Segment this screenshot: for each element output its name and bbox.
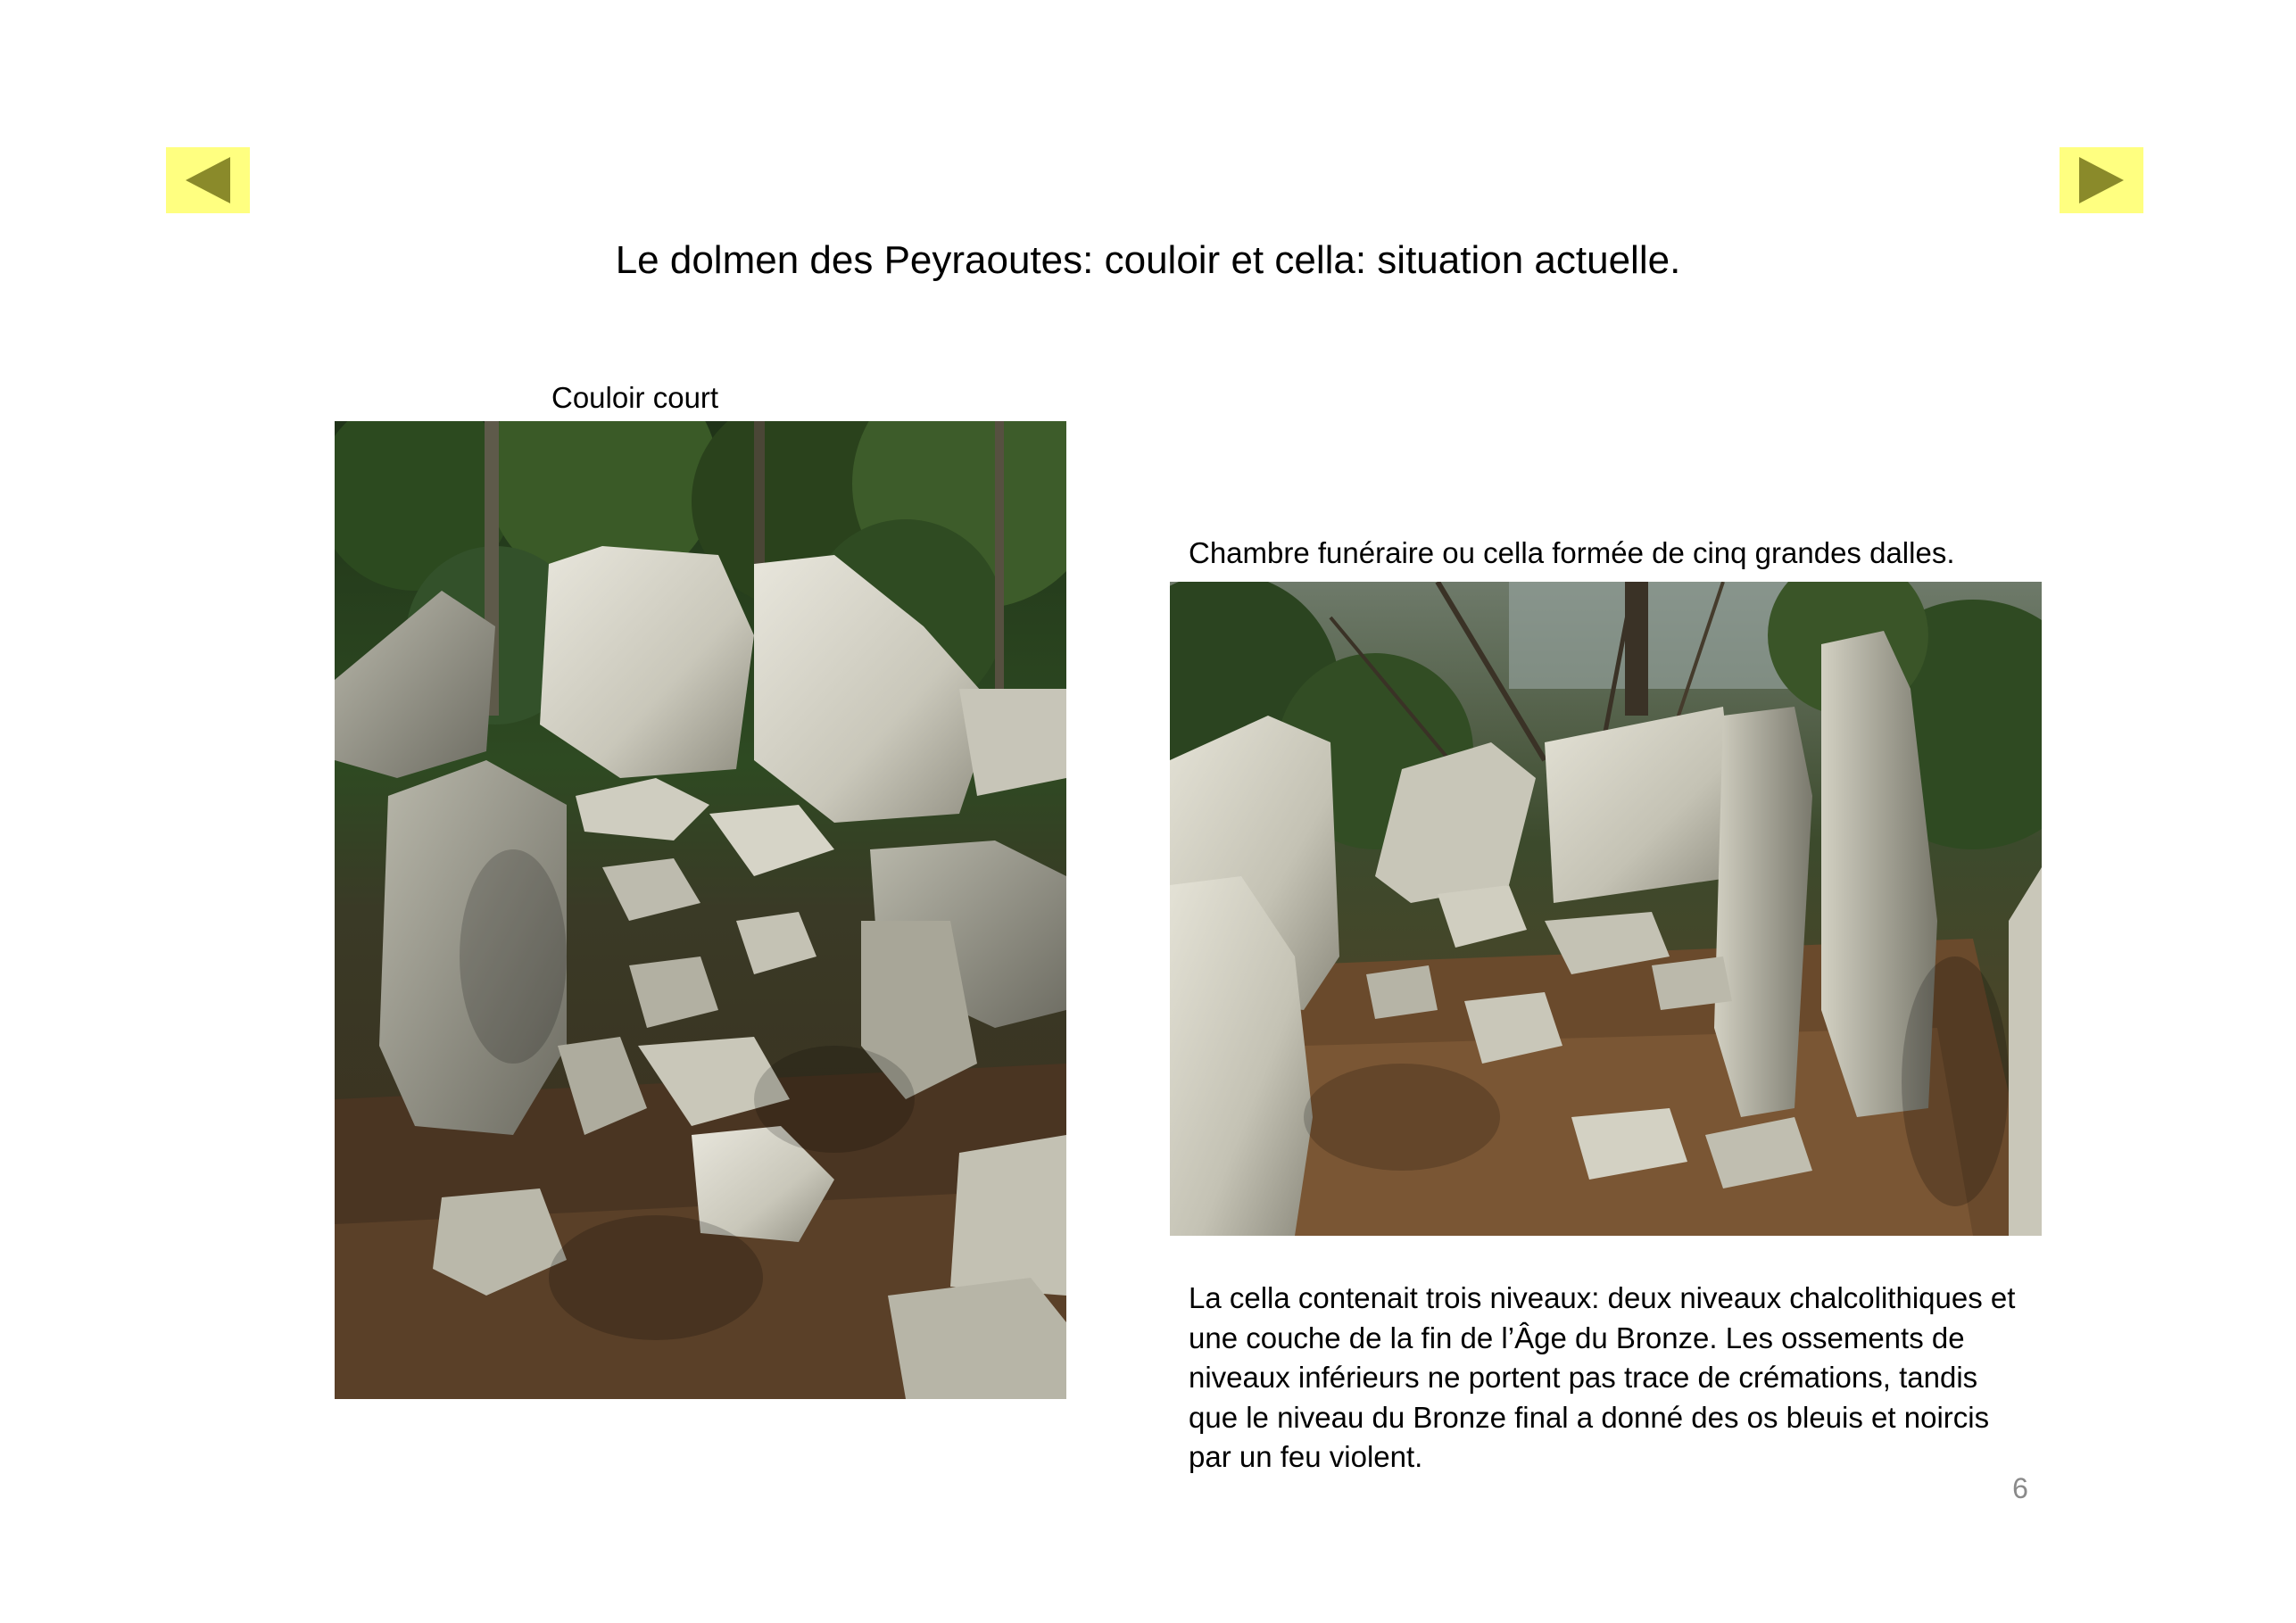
description-line: que le niveau du Bronze final a donné des os bleuis et noircis bbox=[1189, 1400, 1990, 1434]
slide-title: Le dolmen des Peyraoutes: couloir et cella: situation actuelle. bbox=[615, 238, 1681, 282]
page-number: 6 bbox=[2012, 1472, 2028, 1504]
description-line: La cella contenait trois niveaux: deux niveaux chalcolithiques et bbox=[1189, 1281, 2016, 1314]
triangle-right-icon bbox=[2077, 155, 2126, 205]
right-photo-caption: Chambre funéraire ou cella formée de cinq grandes dalles. bbox=[1189, 536, 1955, 569]
cella-description bbox=[1189, 1279, 2045, 1478]
corridor-photo bbox=[335, 421, 1066, 1399]
description-line: par un feu violent. bbox=[1189, 1440, 1423, 1473]
left-photo-caption: Couloir court bbox=[551, 381, 719, 414]
triangle-left-icon bbox=[184, 155, 232, 205]
next-slide-button[interactable] bbox=[2060, 147, 2143, 213]
description-line: niveaux inférieurs ne portent pas trace de crémations, tandis bbox=[1189, 1361, 1978, 1394]
chamber-photo bbox=[1170, 582, 2042, 1236]
previous-slide-button[interactable] bbox=[166, 147, 250, 213]
description-line: une couche de la fin de l’Âge du Bronze. Les ossements de bbox=[1189, 1321, 1965, 1354]
